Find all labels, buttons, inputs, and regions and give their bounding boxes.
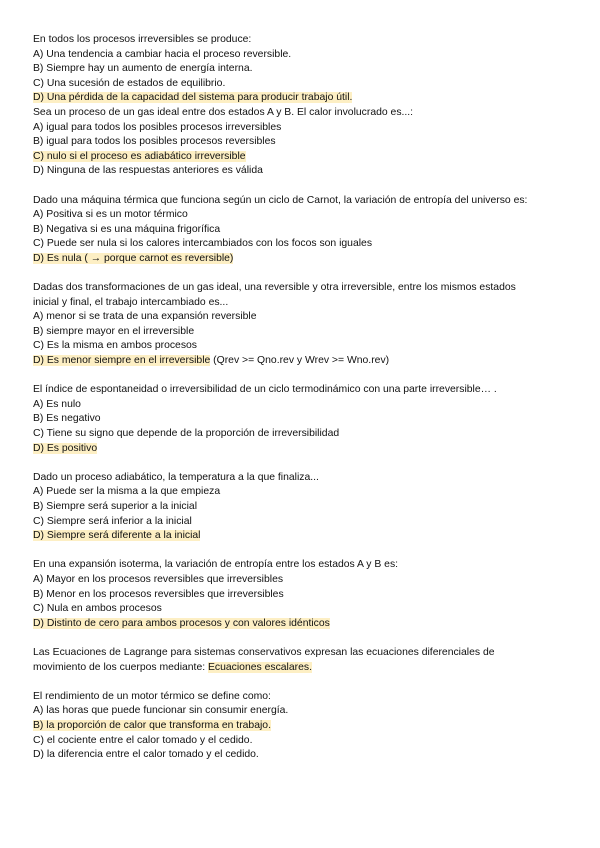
question-5-stem: El índice de espontaneidad o irreversibilidad de un ciclo termodinámico con una parte irreversible… . (33, 384, 497, 396)
question-4-option-d-row (33, 354, 570, 369)
question-5-option-b: B) Es negativo (33, 413, 101, 425)
question-9-stem: El rendimiento de un motor térmico se define como: (33, 690, 271, 702)
question-3-option-d: D) Es nula (33, 252, 82, 264)
question-5-answer-highlight: D) Es positivo (33, 442, 98, 454)
question-1-option-c: C) Una sucesión de estados de equilibrio. (33, 77, 226, 89)
question-3-answer-highlight (33, 253, 233, 264)
question-2-option-a: A) igual para todos los posibles procesos irreversibles (33, 121, 282, 133)
question-3-option-c: C) Puede ser nula si los calores intercambiados con los focos son iguales (33, 238, 373, 250)
question-6-option-c: C) Siempre será inferior a la inicial (33, 515, 192, 527)
question-7-option-b: B) Menor en los procesos reversibles que irreversibles (33, 588, 284, 600)
question-9-option-c: C) el cociente entre el calor tomado y el cedido. (33, 734, 253, 746)
question-1-option-b: B) Siempre hay un aumento de energía interna. (33, 63, 253, 75)
question-6-option-d-row (33, 529, 570, 544)
question-9-option-a: A) las horas que puede funcionar sin consumir energía. (33, 705, 289, 717)
question-7-stem: En una expansión isoterma, la variación de entropía entre los estados A y B es: (33, 559, 399, 571)
question-5-option-d-row (33, 442, 570, 457)
question-2-option-d: D) Ninguna de las respuestas anteriores es válida (33, 165, 263, 177)
spacer (33, 631, 570, 646)
spacer (33, 267, 570, 282)
question-3-option-d-row (33, 252, 570, 267)
question-1-answer-highlight: D) Una pérdida de la capacidad del sistema para producir trabajo útil. (33, 92, 353, 104)
question-8-stem-line-2-row (33, 661, 570, 676)
question-6-answer-highlight: D) Siempre será diferente a la inicial (33, 530, 201, 542)
question-4-answer-note: (Qrev >= Qno.rev y Wrev >= Wno.rev) (210, 355, 390, 367)
question-5-option-c: C) Tiene su signo que depende de la proporción de irreversibilidad (33, 428, 340, 440)
question-4-option-b: B) siempre mayor en el irreversible (33, 325, 195, 337)
spacer (33, 369, 570, 384)
question-6-option-b: B) Siempre será superior a la inicial (33, 501, 198, 512)
question-6-option-a: A) Puede ser la misma a la que empieza (33, 486, 221, 498)
question-3-option-b: B) Negativa si es una máquina frigorífica (33, 223, 221, 235)
question-7-option-c: C) Nula en ambos procesos (33, 603, 162, 615)
question-2-option-c-row (33, 150, 570, 165)
question-4-stem-line-2: inicial y final, el trabajo intercambiado es... (33, 296, 229, 308)
spacer (33, 544, 570, 559)
question-6-stem: Dado un proceso adiabático, la temperatura a la que finaliza... (33, 471, 319, 483)
question-7-answer-highlight: D) Distinto de cero para ambos procesos y con valores idénticos (33, 617, 330, 629)
question-9-answer-highlight: B) la proporción de calor que transforma en trabajo. (33, 719, 271, 731)
question-4-option-a: A) menor si se trata de una expansión reversible (33, 311, 257, 323)
question-7-option-a: A) Mayor en los procesos reversibles que irreversibles (33, 573, 284, 585)
question-1-option-d-row (33, 91, 570, 106)
spacer (33, 675, 570, 690)
question-9-option-d: D) la diferencia entre el calor tomado y el cedido. (33, 749, 259, 761)
question-7-option-d-row (33, 617, 570, 632)
question-3-option-a: A) Positiva si es un motor térmico (33, 209, 188, 221)
question-2-answer-highlight: C) nulo si el proceso es adiabático irreversible (33, 150, 246, 162)
question-8-stem-line-2: movimiento de los cuerpos mediante: (33, 661, 208, 673)
question-3-answer-note: ( → porque carnot es reversible) (81, 252, 234, 264)
question-4-answer-highlight: D) Es menor siempre en el irreversible (33, 355, 211, 367)
spacer (33, 456, 570, 471)
question-1-stem: En todos los procesos irreversibles se produce: (33, 34, 252, 45)
question-2-option-b: B) igual para todos los posibles procesos reversibles (33, 136, 276, 148)
question-4-stem-line-1: Dadas dos transformaciones de un gas ideal, una reversible y otra irreversible, entre los mismos estados (33, 282, 516, 294)
question-3-stem: Dado una máquina térmica que funciona según un ciclo de Carnot, la variación de entropía del universo es: (33, 194, 528, 206)
question-1-option-a: A) Una tendencia a cambiar hacia el proceso reversible. (33, 48, 292, 60)
spacer (33, 179, 570, 194)
question-5-option-a: A) Es nulo (33, 398, 81, 410)
question-4-option-c: C) Es la misma en ambos procesos (33, 340, 197, 352)
question-2-stem: Sea un proceso de un gas ideal entre dos estados A y B. El calor involucrado es...: (33, 106, 414, 118)
question-8-answer-highlight: Ecuaciones escalares. (208, 661, 312, 673)
question-8-stem-line-1: Las Ecuaciones de Lagrange para sistemas conservativos expresan las ecuaciones diferenciales de (33, 646, 495, 658)
question-9-option-b-row (33, 719, 570, 734)
